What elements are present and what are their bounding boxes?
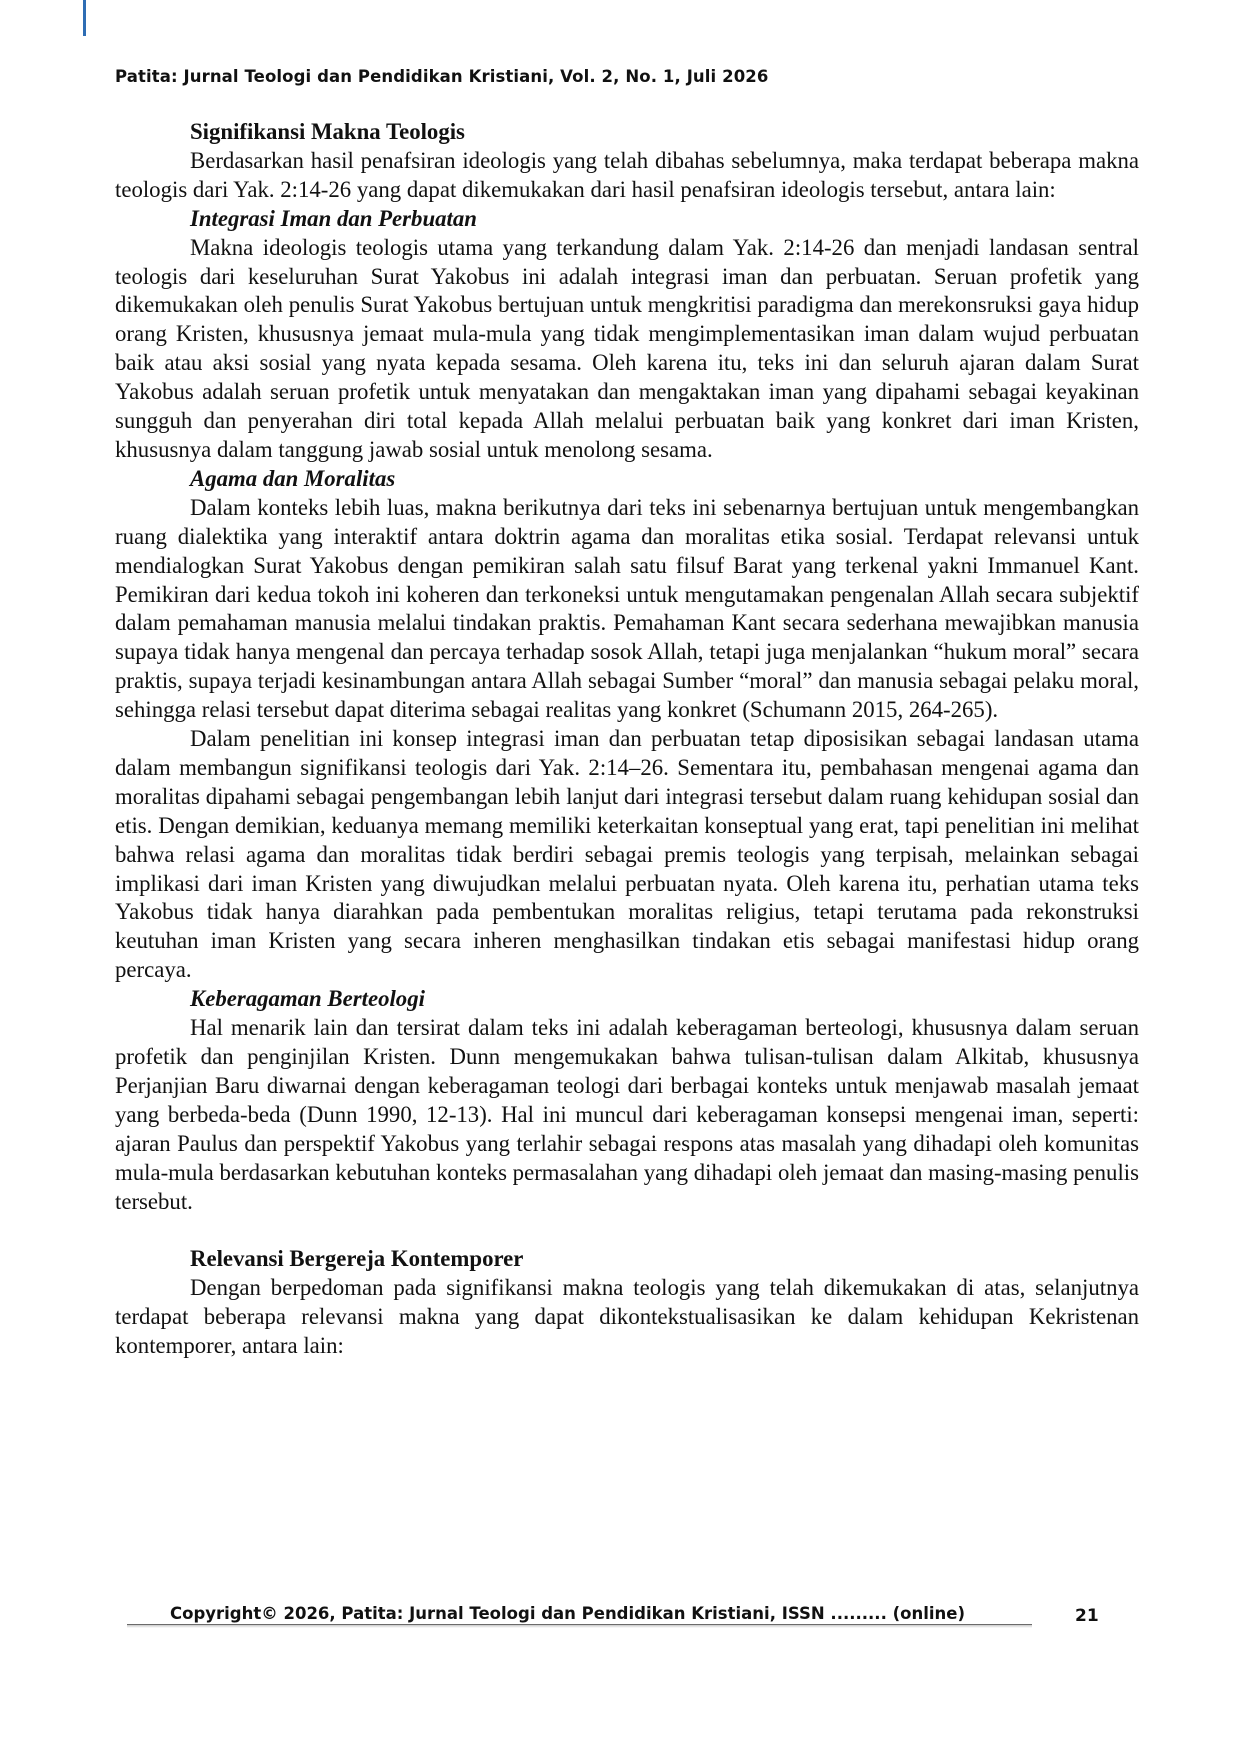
paragraph: Dalam penelitian ini konsep integrasi iman dan perbuatan tetap diposisikan sebagai landasan utama dalam membangun signifikansi teologis dari Yak. 2:14–26. Sementara itu, pembahasan mengenai agama dan moralitas dipahami sebagai pengembangan lebih lanjut dari integrasi tersebut dalam ruang kehidupan sosial dan etis. Dengan demikian, keduanya memang memiliki keterkaitan konseptual yang erat, tapi penelitian ini melihat bahwa relasi agama dan moralitas tidak berdiri sebagai premis teologis yang terpisah, melainkan sebagai implikasi dari iman Kristen yang diwujudkan melalui perbuatan nyata. Oleh karena itu, perhatian utama teks Yakobus tidak hanya diarahkan pada pembentukan moralitas religius, tetapi terutama pada rekonstruksi keutuhan iman Kristen yang secara inheren menghasilkan tindakan etis sebagai manifestasi hidup orang percaya. <box>115 726 1139 983</box>
section-heading-signifikansi: Signifikansi Makna Teologis <box>190 119 465 144</box>
footer-copyright: Copyright© 2026, Patita: Jurnal Teologi dan Pendidikan Kristiani, ISSN ......... (online) <box>170 1604 965 1623</box>
section-spacer <box>115 1216 1139 1245</box>
section-heading-relevansi: Relevansi Bergereja Kontemporer <box>190 1246 524 1272</box>
article-body <box>115 118 1139 1361</box>
running-header: Patita: Jurnal Teologi dan Pendidikan Kristiani, Vol. 2, No. 1, Juli 2026 <box>115 67 769 86</box>
paragraph: Makna ideologis teologis utama yang terkandung dalam Yak. 2:14-26 dan menjadi landasan sentral teologis dari keseluruhan Surat Yakobus ini adalah integrasi iman dan perbuatan. Seruan profetik yang dikemukakan oleh penulis Surat Yakobus bertujuan untuk mengkritisi paradigma dan merekonsruksi gaya hidup orang Kristen, khususnya jemaat mula-mula yang tidak mengimplementasikan iman dalam wujud perbuatan baik atau aksi sosial yang nyata kepada sesama. Oleh karena itu, teks ini dan seluruh ajaran dalam Surat Yakobus adalah seruan profetik untuk menyatakan dan mengaktakan iman yang dipahami sebagai keyakinan sungguh dan penyerahan diri total kepada Allah melalui perbuatan baik yang konkret dari iman Kristen, khususnya dalam tanggung jawab sosial untuk menolong sesama. <box>115 234 1139 462</box>
footer-divider-shadow <box>127 1625 1032 1628</box>
paragraph: Dengan berpedoman pada signifikansi makna teologis yang telah dikemukakan di atas, selanjutnya terdapat beberapa relevansi makna yang dapat dikontekstualisasikan ke dalam kehidupan Kekristenan kontemporer, antara lain: <box>115 1275 1139 1359</box>
subheading-integrasi: Integrasi Iman dan Perbuatan <box>190 205 477 231</box>
page-number: 21 <box>1075 1606 1099 1626</box>
subheading-keberagaman: Keberagaman Berteologi <box>190 986 425 1012</box>
paragraph: Berdasarkan hasil penafsiran ideologis yang telah dibahas sebelumnya, maka terdapat beberapa makna teologis dari Yak. 2:14-26 yang dapat dikemukakan dari hasil penafsiran ideologis tersebut, antara lain: <box>115 147 1139 202</box>
paragraph: Hal menarik lain dan tersirat dalam teks ini adalah keberagaman berteologi, khususnya dalam seruan profetik dan penginjilan Kristen. Dunn mengemukakan bahwa tulisan-tulisan dalam Alkitab, khususnya Perjanjian Baru diwarnai dengan keberagaman teologi dari berbagai konteks untuk menjawab masalah jemaat yang berbeda-beda (Dunn 1990, 12-13). Hal ini muncul dari keberagaman konsepsi mengenai iman, seperti: ajaran Paulus dan perspektif Yakobus yang terlahir sebagai respons atas masalah yang dihadapi oleh komunitas mula-mula berdasarkan kebutuhan konteks permasalahan yang dihadapi oleh jemaat dan masing-masing penulis tersebut. <box>115 1015 1139 1214</box>
page-edge-marker <box>83 0 86 36</box>
subheading-agama-moralitas: Agama dan Moralitas <box>190 465 396 491</box>
paragraph: Dalam konteks lebih luas, makna berikutnya dari teks ini sebenarnya bertujuan untuk mengembangkan ruang dialektika yang interaktif antara doktrin agama dan moralitas etika sosial. Terdapat relevansi untuk mendialogkan Surat Yakobus dengan pemikiran salah satu filsuf Barat yang terkenal yakni Immanuel Kant. Pemikiran dari kedua tokoh ini koheren dan terkoneksi untuk mengutamakan pengenalan Allah secara subjektif dalam pemahaman manusia melalui tindakan praktis. Pemahaman Kant secara sederhana mewajibkan manusia supaya tidak hanya mengenal dan percaya terhadap sosok Allah, tetapi juga menjalankan “hukum moral” secara praktis, supaya terjadi kesinambungan antara Allah sebagai Sumber “moral” dan manusia sebagai pelaku moral, sehingga relasi tersebut dapat diterima sebagai realitas yang konkret (Schumann 2015, 264-265). <box>115 494 1139 723</box>
